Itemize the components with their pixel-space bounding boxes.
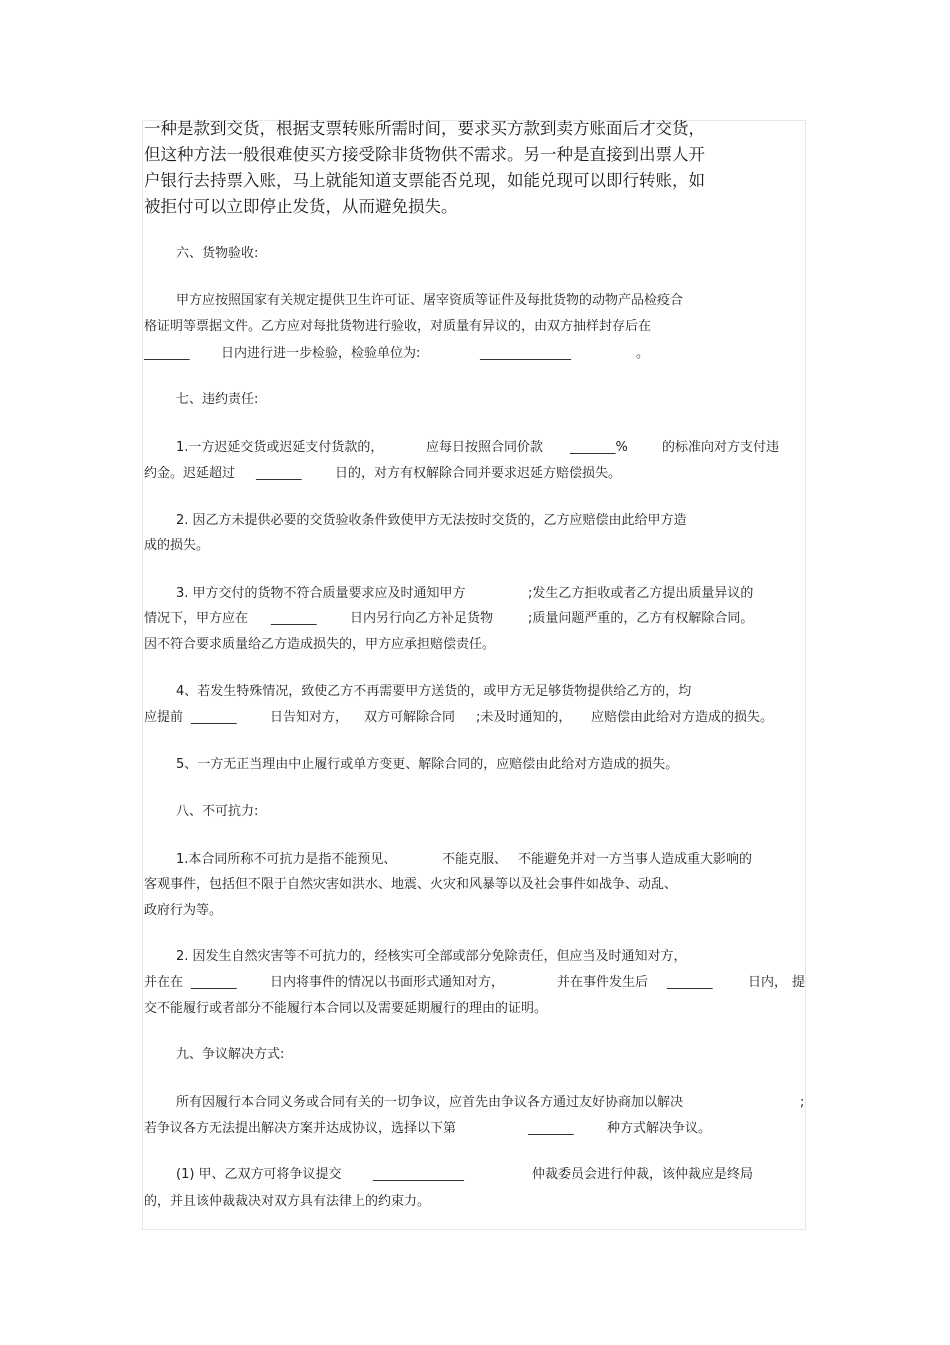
s7-p3-e: 日内另行向乙方补足货物	[350, 611, 494, 626]
s6-line-3-end: 。	[636, 346, 650, 361]
s7-p3-g: 因不符合要求质量给乙方造成损失的，甲方应承担赔偿责任。	[144, 637, 496, 652]
intro-line-3: 户银行去持票入账，马上就能知道支票能否兑现，如能兑现可以即行转账，如	[144, 171, 705, 190]
s8-p1-e: 政府行为等。	[144, 903, 223, 918]
s6-blank-days: _______	[144, 346, 190, 361]
s7-p3-f: ;质量问题严重的，乙方有权解除合同。	[528, 611, 754, 626]
s9-p1-a: 所有因履行本合同义务或合同有关的一切争议，应首先由争议各方通过友好协商加以解决	[176, 1095, 684, 1110]
s7-p1-blank-days: _______	[256, 466, 302, 481]
s8-p2-blank-days-1: _______	[191, 975, 237, 990]
intro-line-2: 但这种方法一般很难使买方接受除非货物供不需求。另一种是直接到出票人开	[144, 145, 705, 164]
s8-p2-b: 并在在	[144, 975, 184, 990]
s9-p1-e: 种方式解决争议。	[607, 1121, 712, 1136]
s8-p2-i: 交不能履行或者部分不能履行本合同以及需要延期履行的理由的证明。	[144, 1001, 548, 1016]
intro-line-1: 一种是款到交货，根据支票转账所需时间，要求买方款到卖方账面后才交货，	[144, 119, 705, 138]
s8-p1-a: 1.本合同所称不可抗力是指不能预见、	[176, 852, 397, 867]
s9-p2-a: (1) 甲、乙双方可将争议提交	[176, 1167, 342, 1182]
s7-p2-line-1: 2. 因乙方未提供必要的交货验收条件致使甲方无法按时交货的，乙方应赔偿由此给甲方造	[176, 513, 687, 528]
s7-p3-b: ;发生乙方拒收或者乙方提出质量异议的	[528, 586, 754, 601]
s7-p1-b: 应每日按照合同价款	[426, 440, 544, 455]
intro-line-4: 被拒付可以立即停止发货，从而避免损失。	[144, 197, 458, 216]
s7-p3-blank-days: _______	[271, 611, 317, 626]
s9-p2-d: 的，并且该仲裁裁决对双方具有法律上的约束力。	[144, 1194, 431, 1209]
s7-p1-d: 的标准向对方支付违	[662, 440, 780, 455]
s7-p4-b: 应提前	[144, 710, 184, 725]
s7-p1-a: 1.一方迟延交货或迟延支付货款的，	[176, 440, 384, 455]
s7-p3-c: 情况下，甲方应在	[144, 611, 249, 626]
s7-p4-e: 双方可解除合同	[364, 710, 456, 725]
s9-p2-c: 仲裁委员会进行仲裁，该仲裁应是终局	[532, 1167, 754, 1182]
s7-p1-g: 日的，对方有权解除合同并要求迟延方赔偿损失。	[335, 466, 622, 481]
s8-p2-e: 并在事件发生后	[557, 975, 649, 990]
s8-p2-g: 日内，	[748, 975, 788, 990]
s8-p1-b: 不能克服、	[442, 852, 508, 867]
s7-p4-d: 日告知对方，	[270, 710, 349, 725]
s7-p1-e: 约金。迟延超过	[144, 466, 236, 481]
s7-p5: 5、一方无正当理由中止履行或单方变更、解除合同的，应赔偿由此给对方造成的损失。	[176, 757, 679, 772]
s6-blank-unit: ______________	[480, 346, 571, 361]
s8-p1-c: 不能避免并对一方当事人造成重大影响的	[518, 852, 753, 867]
s9-p2-blank-commission: ______________	[373, 1167, 464, 1182]
s8-p2-blank-days-2: _______	[667, 975, 713, 990]
s6-line-1: 甲方应按照国家有关规定提供卫生许可证、屠宰资质等证件及每批货物的动物产品检疫合	[176, 293, 684, 308]
s6-line-2: 格证明等票据文件。乙方应对每批货物进行验收，对质量有异议的，由双方抽样封存后在	[144, 319, 652, 334]
s8-p1-d: 客观事件，包括但不限于自然灾害如洪水、地震、火灾和风暴等以及社会事件如战争、动乱、	[144, 877, 678, 892]
section-7-heading: 七、违约责任:	[176, 392, 259, 407]
s7-p4-a: 4、若发生特殊情况，致使乙方不再需要甲方送货的，或甲方无足够货物提供给乙方的，均	[176, 684, 692, 699]
s7-p2-line-2: 成的损失。	[144, 538, 210, 553]
s8-p2-a: 2. 因发生自然灾害等不可抗力的，经核实可全部或部分免除责任，但应当及时通知对方，	[176, 949, 687, 964]
s8-p2-d: 日内将事件的情况以书面形式通知对方，	[270, 975, 505, 990]
section-8-heading: 八、不可抗力:	[176, 804, 259, 819]
s9-p1-b: ;	[800, 1095, 805, 1110]
s7-p1-blank-percent: _______%	[570, 440, 628, 455]
s7-p3-a: 3. 甲方交付的货物不符合质量要求应及时通知甲方	[176, 586, 466, 601]
s7-p4-blank-days: _______	[191, 710, 237, 725]
s9-p1-blank-method: _______	[528, 1121, 574, 1136]
s7-p4-g: 应赔偿由此给对方造成的损失。	[591, 710, 774, 725]
s6-line-3-text: 日内进行进一步检验，检验单位为:	[221, 346, 421, 361]
s9-p1-c: 若争议各方无法提出解决方案并达成协议，选择以下第	[144, 1121, 457, 1136]
section-6-heading: 六、货物验收:	[176, 246, 259, 261]
section-9-heading: 九、争议解决方式:	[176, 1047, 285, 1062]
s7-p4-f: ;未及时通知的，	[476, 710, 572, 725]
s8-p2-h: 提	[792, 975, 806, 990]
